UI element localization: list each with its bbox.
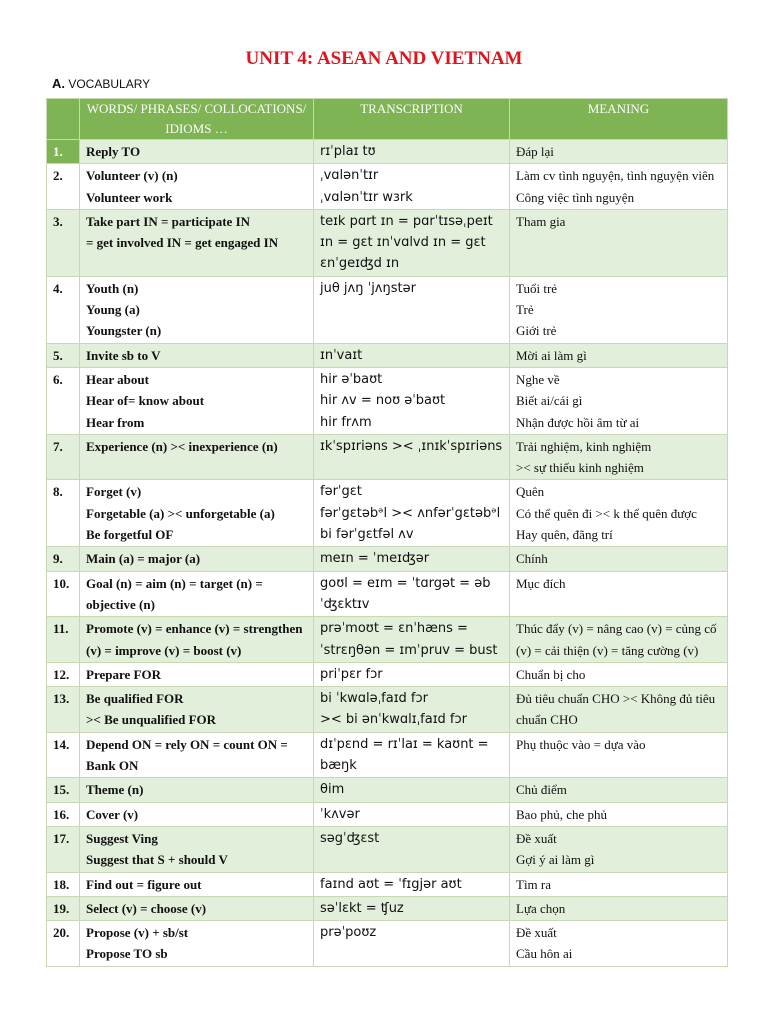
- table-row: [47, 732, 728, 778]
- row-number: 8.: [47, 480, 80, 547]
- word-cell: [80, 687, 314, 733]
- transcription-line: ˌvɑlənˈtɪr wɜrk: [320, 189, 413, 205]
- transcription-line: teɪk pɑrt ɪn = pɑrˈtɪsəˌpeɪt ɪn = gɛt ɪnˈvɑlvd ɪn = gɛt ɛnˈgeɪʤd ɪn: [320, 213, 493, 272]
- table-row: [47, 140, 728, 164]
- table-row: [47, 434, 728, 480]
- word-line: Young (a): [86, 302, 140, 318]
- transcription-line: ˌvɑlənˈtɪr: [320, 168, 379, 184]
- row-number: 20.: [47, 921, 80, 967]
- word-cell: [80, 732, 314, 778]
- row-number: 4.: [47, 276, 80, 343]
- meaning-line: Quên: [516, 484, 545, 500]
- page-title: UNIT 4: ASEAN AND VIETNAM: [245, 48, 523, 69]
- transcription-line: rɪˈplaɪ tʊ: [320, 144, 376, 159]
- row-number: 16.: [47, 802, 80, 826]
- word-cell: [80, 367, 314, 434]
- transcription-line: səgˈʤɛst: [320, 830, 380, 846]
- section-letter: A.: [52, 76, 65, 91]
- meaning-line: Công việc tình nguyện: [516, 189, 635, 205]
- row-number: 17.: [47, 826, 80, 872]
- word-cell: [80, 826, 314, 872]
- meaning-cell: [510, 164, 728, 210]
- transcription-cell: [314, 802, 510, 826]
- meaning-cell: [510, 343, 728, 367]
- word-cell: [80, 617, 314, 663]
- table-row: [47, 480, 728, 547]
- word-line: Forgetable (a) >< unforgetable (a): [86, 505, 275, 521]
- meaning-line: Lựa chọn: [516, 900, 566, 916]
- transcription-line: priˈpɛr fɔr: [320, 666, 383, 682]
- word-line: Propose (v) + sb/st: [86, 925, 189, 941]
- word-line: Hear about: [86, 371, 149, 387]
- word-line: Hear from: [86, 414, 145, 430]
- transcription-cell: [314, 826, 510, 872]
- table-header-row: [47, 99, 728, 140]
- meaning-line: Chủ điểm: [516, 782, 567, 798]
- meaning-cell: [510, 687, 728, 733]
- transcription-cell: [314, 872, 510, 896]
- word-line: Find out = figure out: [86, 876, 202, 892]
- meaning-line: Tham gia: [516, 213, 566, 229]
- meaning-cell: [510, 802, 728, 826]
- meaning-line: Đủ tiêu chuẩn CHO >< Không đủ tiêu chuẩn CHO: [516, 691, 716, 728]
- word-cell: [80, 164, 314, 210]
- word-cell: [80, 662, 314, 686]
- word-line: Be qualified FOR: [86, 691, 184, 707]
- transcription-line: >< bi ənˈkwɑlɪˌfaɪd fɔr: [320, 712, 467, 728]
- transcription-cell: [314, 343, 510, 367]
- transcription-line: dɪˈpɛnd = rɪˈlaɪ = kaʊnt = bæŋk: [320, 736, 489, 774]
- transcription-line: ˈkʌvər: [320, 806, 360, 822]
- row-number: 5.: [47, 343, 80, 367]
- meaning-line: Đáp lại: [516, 144, 554, 159]
- word-cell: [80, 434, 314, 480]
- word-line: Select (v) = choose (v): [86, 900, 207, 916]
- table-row: [47, 778, 728, 802]
- table-body: [47, 140, 728, 967]
- word-line: Youngster (n): [86, 323, 162, 339]
- meaning-line: Trẻ: [516, 302, 534, 318]
- word-line: = get involved IN = get engaged IN: [86, 235, 279, 251]
- row-number: 1.: [47, 140, 80, 164]
- table-row: [47, 872, 728, 896]
- row-number: 13.: [47, 687, 80, 733]
- table-row: [47, 209, 728, 276]
- transcription-line: hir frʌm: [320, 414, 372, 430]
- table-row: [47, 896, 728, 920]
- transcription-cell: [314, 276, 510, 343]
- header-meaning: MEANING: [510, 99, 728, 140]
- vocabulary-table: [46, 98, 728, 967]
- word-line: Volunteer work: [86, 189, 173, 205]
- transcription-line: meɪn = ˈmeɪʤər: [320, 551, 430, 567]
- word-line: Invite sb to V: [86, 347, 161, 363]
- transcription-line: juθ jʌŋ ˈjʌŋstər: [320, 280, 416, 296]
- transcription-line: goʊl = eɪm = ˈtɑrgət = əbˈʤɛktɪv: [320, 575, 491, 612]
- word-line: Goal (n) = aim (n) = target (n) = objective (n): [86, 575, 263, 612]
- meaning-line: Gợi ý ai làm gì: [516, 852, 595, 868]
- transcription-cell: [314, 778, 510, 802]
- meaning-cell: [510, 662, 728, 686]
- transcription-cell: [314, 617, 510, 663]
- meaning-line: Cầu hôn ai: [516, 946, 573, 962]
- word-line: Depend ON = rely ON = count ON = Bank ON: [86, 736, 288, 774]
- row-number: 10.: [47, 571, 80, 617]
- word-line: Propose TO sb: [86, 946, 168, 962]
- meaning-line: Phụ thuộc vào = dựa vào: [516, 736, 646, 752]
- meaning-line: Tìm ra: [516, 876, 552, 892]
- word-line: >< Be unqualified FOR: [86, 712, 217, 728]
- word-line: Volunteer (v) (n): [86, 168, 178, 184]
- word-cell: [80, 778, 314, 802]
- transcription-cell: [314, 547, 510, 571]
- meaning-cell: [510, 921, 728, 967]
- word-line: Be forgetful OF: [86, 527, 174, 543]
- transcription-line: səˈlɛkt = ʧuz: [320, 900, 404, 916]
- word-line: Promote (v) = enhance (v) = strengthen (v) = improve (v) = boost (v): [86, 621, 303, 658]
- transcription-line: ɪkˈspɪriəns >< ˌɪnɪkˈspɪriəns: [320, 438, 503, 454]
- table-row: [47, 687, 728, 733]
- word-line: Experience (n) >< inexperience (n): [86, 438, 278, 454]
- transcription-cell: [314, 662, 510, 686]
- meaning-line: Làm cv tình nguyện, tình nguyện viên: [516, 168, 715, 184]
- word-cell: [80, 547, 314, 571]
- word-cell: [80, 921, 314, 967]
- table-row: [47, 164, 728, 210]
- word-line: Reply TO: [86, 144, 141, 159]
- meaning-cell: [510, 778, 728, 802]
- meaning-cell: [510, 547, 728, 571]
- word-line: Suggest that S + should V: [86, 852, 228, 868]
- transcription-cell: [314, 921, 510, 967]
- meaning-line: Thúc đẩy (v) = nâng cao (v) = củng cố (v) = cải thiện (v) = tăng cường (v): [516, 621, 717, 658]
- meaning-line: Mục đích: [516, 575, 566, 591]
- meaning-cell: [510, 140, 728, 164]
- word-cell: [80, 209, 314, 276]
- row-number: 15.: [47, 778, 80, 802]
- transcription-line: fərˈgɛtəbᵊl >< ʌnfərˈgɛtəbᵊl: [320, 505, 501, 521]
- word-cell: [80, 343, 314, 367]
- meaning-cell: [510, 276, 728, 343]
- meaning-line: Nhận được hồi âm từ ai: [516, 414, 640, 430]
- word-cell: [80, 802, 314, 826]
- meaning-line: Có thể quên đi >< k thể quên được: [516, 505, 697, 521]
- word-cell: [80, 571, 314, 617]
- word-line: Cover (v): [86, 806, 139, 822]
- transcription-line: prəˈpoʊz: [320, 925, 377, 941]
- table-row: [47, 343, 728, 367]
- row-number: 7.: [47, 434, 80, 480]
- word-line: Take part IN = participate IN: [86, 213, 251, 229]
- header-transcription: TRANSCRIPTION: [314, 99, 510, 140]
- transcription-line: faɪnd aʊt = ˈfɪgjər aʊt: [320, 876, 462, 892]
- transcription-cell: [314, 367, 510, 434]
- word-line: Youth (n): [86, 280, 139, 296]
- meaning-cell: [510, 896, 728, 920]
- meaning-line: Trải nghiệm, kinh nghiệm: [516, 438, 652, 454]
- meaning-line: Hay quên, đãng trí: [516, 527, 613, 543]
- transcription-cell: [314, 209, 510, 276]
- meaning-line: Bao phủ, che phủ: [516, 806, 607, 822]
- section-heading: [0, 72, 768, 96]
- meaning-cell: [510, 826, 728, 872]
- transcription-cell: [314, 164, 510, 210]
- table-row: [47, 617, 728, 663]
- word-line: Theme (n): [86, 782, 144, 798]
- transcription-line: hir əˈbaʊt: [320, 371, 383, 387]
- table-row: [47, 276, 728, 343]
- transcription-cell: [314, 687, 510, 733]
- meaning-line: Chuẩn bị cho: [516, 666, 586, 682]
- table-row: [47, 571, 728, 617]
- table-row: [47, 921, 728, 967]
- transcription-cell: [314, 896, 510, 920]
- word-line: Suggest Ving: [86, 830, 158, 846]
- meaning-line: Biết ai/cái gì: [516, 393, 583, 409]
- row-number: 2.: [47, 164, 80, 210]
- meaning-line: Giới trẻ: [516, 323, 557, 339]
- table-row: [47, 826, 728, 872]
- meaning-line: Mời ai làm gì: [516, 347, 587, 363]
- word-line: Main (a) = major (a): [86, 551, 201, 567]
- transcription-cell: [314, 732, 510, 778]
- meaning-cell: [510, 480, 728, 547]
- meaning-line: Đề xuất: [516, 925, 557, 941]
- transcription-line: ɪnˈvaɪt: [320, 347, 363, 363]
- row-number: 18.: [47, 872, 80, 896]
- meaning-line: Tuổi trẻ: [516, 280, 558, 296]
- meaning-cell: [510, 367, 728, 434]
- word-line: Forget (v): [86, 484, 142, 500]
- table-row: [47, 802, 728, 826]
- meaning-line: Nghe về: [516, 371, 560, 387]
- word-cell: [80, 276, 314, 343]
- transcription-cell: [314, 480, 510, 547]
- transcription-line: θim: [320, 782, 345, 798]
- row-number: 11.: [47, 617, 80, 663]
- header-words: WORDS/ PHRASES/ COLLOCATIONS/ IDIOMS …: [80, 99, 314, 140]
- row-number: 12.: [47, 662, 80, 686]
- transcription-cell: [314, 140, 510, 164]
- meaning-cell: [510, 872, 728, 896]
- transcription-cell: [314, 434, 510, 480]
- transcription-line: prəˈmoʊt = ɛnˈhæns = ˈstrɛŋθən = ɪmˈpruv = bust: [320, 621, 498, 658]
- row-number: 6.: [47, 367, 80, 434]
- transcription-cell: [314, 571, 510, 617]
- row-number: 3.: [47, 209, 80, 276]
- transcription-line: hir ʌv = noʊ əˈbaʊt: [320, 393, 446, 409]
- word-line: Prepare FOR: [86, 666, 161, 682]
- transcription-line: bi fərˈgɛtfəl ʌv: [320, 527, 414, 543]
- row-number: 9.: [47, 547, 80, 571]
- word-line: Hear of= know about: [86, 393, 205, 409]
- word-cell: [80, 480, 314, 547]
- meaning-cell: [510, 571, 728, 617]
- header-number: [47, 99, 80, 140]
- meaning-cell: [510, 617, 728, 663]
- meaning-line: Đề xuất: [516, 830, 557, 846]
- section-label: VOCABULARY: [68, 77, 151, 91]
- row-number: 19.: [47, 896, 80, 920]
- row-number: 14.: [47, 732, 80, 778]
- transcription-line: bi ˈkwɑləˌfaɪd fɔr: [320, 691, 428, 707]
- word-cell: [80, 872, 314, 896]
- table-row: [47, 367, 728, 434]
- table-row: [47, 547, 728, 571]
- meaning-cell: [510, 732, 728, 778]
- word-cell: [80, 140, 314, 164]
- meaning-line: >< sự thiếu kinh nghiệm: [516, 460, 644, 476]
- word-cell: [80, 896, 314, 920]
- meaning-cell: [510, 209, 728, 276]
- table-row: [47, 662, 728, 686]
- meaning-line: Chính: [516, 551, 548, 567]
- transcription-line: fərˈgɛt: [320, 484, 362, 500]
- meaning-cell: [510, 434, 728, 480]
